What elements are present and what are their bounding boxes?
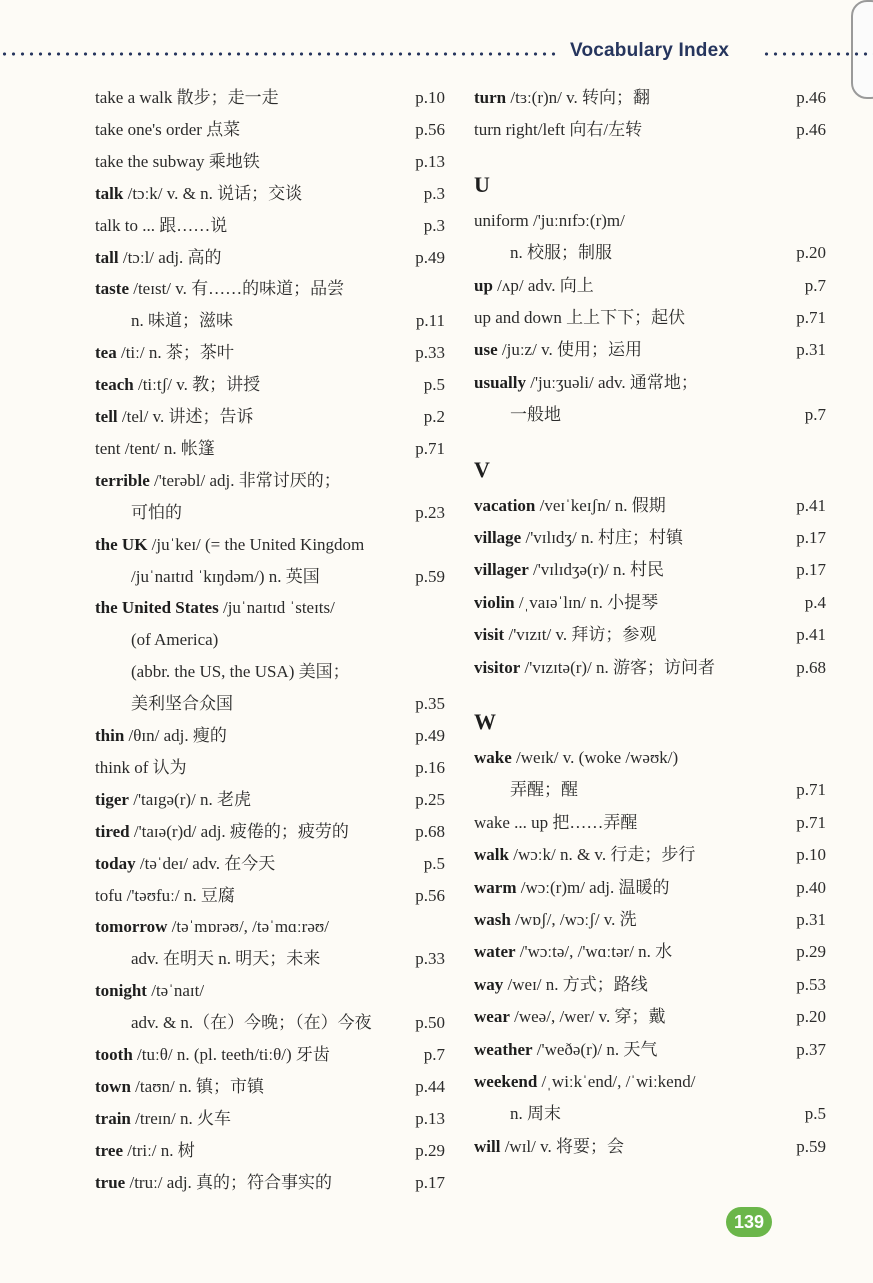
entry-text [95, 1109, 231, 1128]
entry-headword: tired [95, 821, 130, 841]
entry-text [95, 949, 320, 968]
entry-headword: the United States [95, 598, 219, 618]
entry-text [474, 88, 650, 107]
entry-page-ref: p.59 [415, 566, 445, 586]
entry-page-ref: p.5 [423, 375, 445, 395]
entry-text [95, 343, 234, 362]
entry-headword: visitor [474, 657, 521, 677]
entry-page-ref: p.29 [796, 942, 826, 962]
entry-definition: /weə/, /wer/ v. 穿；戴 [509, 1007, 666, 1027]
entry-page-ref: p.49 [415, 726, 445, 745]
entry-text [95, 152, 260, 171]
entry-text [95, 311, 233, 330]
entry-page-ref: p.40 [796, 877, 826, 897]
entry-page-ref: p.5 [804, 1104, 826, 1124]
header-title: Vocabulary Index [570, 40, 730, 61]
entry-definition: turn right/left 向右/左转 [474, 120, 643, 140]
entry-text [474, 1072, 695, 1091]
entry-page-ref: p.53 [796, 974, 826, 994]
index-entry [474, 238, 826, 268]
entry-definition: /tiː/ n. 茶；茶叶 [116, 343, 234, 363]
index-entry [474, 491, 826, 521]
entry-text [474, 1007, 666, 1026]
entry-page-ref: p.41 [796, 495, 826, 515]
entry-page-ref: p.29 [415, 1140, 445, 1160]
entry-text [95, 184, 302, 203]
entry-page-ref: p.11 [415, 311, 445, 331]
entry-headword: violin [474, 592, 515, 612]
entry-text [95, 1141, 195, 1160]
index-entry [95, 338, 445, 368]
index-entry [474, 555, 826, 585]
entry-definition: /ʌp/ adv. 向上 [492, 275, 594, 295]
entry-page-ref: p.44 [415, 1076, 445, 1096]
entry-page-ref: p.68 [415, 821, 445, 841]
entry-definition: 弄醒；醒 [510, 780, 578, 800]
entry-definition: 可怕的 [131, 502, 182, 522]
entry-page-ref: p.7 [423, 1045, 445, 1064]
entry-headword: warm [474, 877, 517, 897]
entry-page-ref: p.71 [796, 308, 826, 327]
entry-definition: take the subway 乘地铁 [95, 151, 260, 171]
entry-text [474, 975, 648, 994]
index-entry [474, 653, 826, 683]
index-entry [474, 1067, 826, 1097]
entry-page-ref: p.3 [423, 183, 445, 203]
header-dots-right [762, 52, 873, 56]
index-entry [95, 1168, 445, 1198]
entry-text [474, 560, 664, 579]
index-entry [95, 721, 445, 751]
index-entry [474, 905, 826, 935]
index-entry [95, 625, 445, 655]
entry-headword: tall [95, 247, 119, 267]
entry-page-ref: p.17 [796, 528, 826, 547]
entry-headword: thin [95, 726, 125, 745]
entry-page-ref: p.33 [415, 343, 445, 363]
entry-definition: 一般地 [510, 405, 561, 425]
entry-headword: way [474, 974, 504, 994]
entry-definition: /wɪl/ v. 将要；会 [500, 1136, 625, 1156]
entry-headword: talk [95, 183, 124, 203]
entry-page-ref: p.56 [415, 885, 445, 905]
index-entry [474, 1002, 826, 1032]
entry-headword: wake [474, 748, 512, 767]
page-header [0, 40, 873, 66]
entry-headword: tooth [95, 1045, 133, 1064]
entry-definition: /təˈmɒrəʊ/, /təˈmɑːrəʊ/ [167, 917, 329, 937]
entry-text [95, 694, 233, 713]
entry-page-ref: p.37 [796, 1039, 826, 1059]
entry-definition: wake ... up 把……弄醒 [474, 812, 638, 832]
index-entry [95, 785, 445, 815]
index-entry [95, 944, 445, 974]
index-entry [95, 976, 445, 1006]
entry-page-ref: p.20 [796, 1007, 826, 1027]
entry-headword: tiger [95, 789, 129, 809]
index-entry [474, 808, 826, 838]
entry-page-ref: p.71 [796, 812, 826, 832]
entry-text [474, 276, 594, 295]
entry-page-ref: p.7 [804, 405, 826, 425]
entry-text [474, 780, 578, 799]
entry-definition: /'juːʒuəli/ adv. 通常地； [525, 372, 698, 392]
index-entry [474, 588, 826, 618]
entry-text [95, 535, 364, 554]
entry-definition: /tɔːk/ v. & n. 说话；交谈 [123, 183, 303, 203]
entry-text [95, 248, 222, 267]
entry-headword: weekend [474, 1072, 538, 1091]
index-entry [474, 1132, 826, 1162]
entry-page-ref: p.7 [804, 275, 826, 295]
entry-definition: /θɪn/ adj. 瘦的 [124, 726, 227, 745]
entry-page-ref: p.20 [796, 243, 826, 263]
entry-definition: tent /tent/ n. 帐篷 [95, 438, 215, 458]
entry-page-ref: p.56 [415, 119, 445, 139]
index-entry [95, 83, 445, 113]
index-entry [95, 1040, 445, 1070]
entry-definition: /tuːθ/ n. (pl. teeth/tiːθ/) 牙齿 [132, 1045, 330, 1064]
entry-definition: take one's order 点菜 [95, 119, 241, 139]
index-entry [474, 271, 826, 301]
entry-headword: taste [95, 279, 129, 299]
entry-definition: tofu /'təʊfuː/ n. 豆腐 [95, 885, 235, 905]
entry-text [474, 211, 625, 230]
entry-definition: /tiːtʃ/ v. 教；讲授 [133, 375, 261, 395]
entry-definition: /taʊn/ n. 镇；市镇 [130, 1076, 264, 1096]
index-entry [95, 689, 445, 719]
entry-text [474, 878, 669, 897]
entry-page-ref: p.59 [796, 1136, 826, 1156]
entry-headword: use [474, 340, 498, 360]
entry-definition: /ˌwiːkˈend/, /ˈwiːkend/ [537, 1072, 696, 1091]
entry-text [95, 120, 240, 139]
index-entry [474, 335, 826, 365]
entry-headword: weather [474, 1039, 533, 1059]
entry-page-ref: p.17 [796, 560, 826, 580]
entry-text [474, 120, 642, 139]
index-entry [474, 937, 826, 967]
entry-text [95, 1045, 330, 1064]
index-entry [474, 400, 826, 430]
section-letter: W [474, 709, 496, 734]
index-entry [95, 274, 445, 304]
index-entry [474, 206, 826, 236]
entry-text [95, 439, 215, 458]
entry-definition: 美利坚合众国 [131, 694, 233, 714]
entry-definition: uniform /'juːnɪfɔː(r)m/ [474, 210, 625, 230]
entry-definition: /'vɪlɪdʒ/ n. 村庄；村镇 [521, 528, 683, 547]
entry-headword: villager [474, 560, 529, 580]
index-entry [95, 1008, 445, 1038]
entry-definition: n. 周末 [510, 1104, 561, 1124]
entry-page-ref: p.13 [415, 1108, 445, 1128]
entry-text [474, 813, 637, 832]
entry-page-ref: p.50 [415, 1013, 445, 1033]
index-entry [95, 370, 445, 400]
entry-definition: /tɔːl/ adj. 高的 [118, 247, 222, 267]
index-entry [95, 498, 445, 528]
entry-definition: adv. 在明天 n. 明天；未来 [131, 949, 321, 969]
index-entry [95, 881, 445, 911]
entry-headword: today [95, 853, 136, 873]
index-entry [95, 179, 445, 209]
entry-definition: up and down 上上下下；起伏 [474, 308, 686, 327]
entry-headword: vacation [474, 495, 536, 515]
entry-text [95, 886, 235, 905]
entry-definition: /juˈnaɪtɪd ˈkɪŋdəm/) n. 英国 [131, 566, 320, 586]
entry-definition: /treɪn/ n. 火车 [130, 1108, 231, 1128]
entry-page-ref: p.16 [415, 757, 445, 777]
entry-text [95, 1173, 332, 1192]
entry-headword: tomorrow [95, 917, 168, 937]
index-entry [95, 657, 445, 687]
index-entry [474, 523, 826, 553]
entry-page-ref: p.46 [796, 120, 826, 140]
entry-page-ref: p.71 [796, 780, 826, 800]
entry-text [95, 790, 251, 809]
index-entry [95, 402, 445, 432]
entry-text [474, 942, 672, 961]
entry-definition: /'taɪə(r)d/ adj. 疲倦的；疲劳的 [129, 821, 349, 841]
index-entry [95, 753, 445, 783]
entry-headword: town [95, 1076, 131, 1096]
entry-definition: (of America) [131, 630, 219, 650]
entry-definition: /'taɪgə(r)/ n. 老虎 [128, 789, 252, 809]
entry-headword: tree [95, 1140, 123, 1160]
entry-definition: /tɜː(r)n/ v. 转向；翻 [506, 88, 651, 107]
entry-text [95, 917, 329, 936]
entry-text [95, 630, 218, 649]
section-letter: V [474, 456, 490, 482]
entry-headword: wash [474, 910, 511, 929]
entry-text [95, 88, 279, 107]
entry-definition: /juːz/ v. 使用；运用 [497, 340, 642, 360]
entry-definition: /'vɪzɪtə(r)/ n. 游客；访问者 [520, 657, 716, 677]
index-entry [95, 306, 445, 336]
index-entry [474, 115, 826, 145]
entry-definition: /teɪst/ v. 有……的味道；品尝 [128, 279, 345, 299]
entry-definition: /'vɪlɪdʒə(r)/ n. 村民 [528, 560, 665, 580]
entry-text [474, 658, 715, 677]
entry-page-ref: p.46 [796, 88, 826, 107]
index-entry [95, 593, 445, 623]
index-entry [95, 147, 445, 177]
entry-definition: /ˌvaɪəˈlɪn/ n. 小提琴 [514, 592, 659, 612]
entry-definition: (abbr. the US, the USA) 美国； [131, 662, 350, 682]
entry-page-ref: p.3 [423, 215, 445, 235]
index-entry [95, 817, 445, 847]
entry-headword: will [474, 1136, 501, 1156]
entry-text [95, 598, 335, 617]
entry-text [95, 216, 227, 235]
entry-headword: terrible [95, 470, 150, 490]
entry-definition: /tel/ v. 讲述；告诉 [117, 407, 254, 426]
entry-text [474, 845, 695, 864]
index-entry [95, 1072, 445, 1102]
entry-definition: /triː/ n. 树 [123, 1140, 195, 1160]
index-entry [95, 1104, 445, 1134]
entry-headword: turn [474, 88, 507, 107]
index-entry [474, 970, 826, 1000]
index-entry [95, 115, 445, 145]
entry-page-ref: p.5 [423, 853, 445, 873]
entry-text [95, 726, 227, 745]
entry-definition: /'wɔːtə/, /'wɑːtər/ n. 水 [515, 942, 673, 962]
index-entry [95, 562, 445, 592]
entry-headword: village [474, 528, 522, 547]
index-entry [474, 743, 826, 773]
entry-text [95, 854, 275, 873]
entry-text [474, 1040, 657, 1059]
entry-text [95, 375, 260, 394]
header-dots-left [0, 52, 560, 56]
entry-definition: talk to ... 跟……说 [95, 215, 228, 235]
entry-text [474, 340, 642, 359]
index-entry [474, 1035, 826, 1065]
entry-text [95, 981, 204, 1000]
entry-page-ref: p.13 [415, 151, 445, 171]
entry-text [95, 279, 344, 298]
entry-text [474, 373, 698, 392]
entry-definition: /wɔː(r)m/ adj. 温暖的 [516, 877, 670, 897]
entry-page-ref: p.25 [415, 789, 445, 809]
entry-definition: /'terəbl/ adj. 非常讨厌的； [149, 470, 341, 490]
index-entry [474, 620, 826, 650]
entry-text [474, 748, 678, 767]
entry-definition: take a walk 散步；走一走 [95, 88, 279, 107]
entry-text [95, 1013, 372, 1032]
index-entry [95, 243, 445, 273]
entry-headword: teach [95, 375, 134, 395]
entry-text [474, 308, 685, 327]
entry-text [474, 496, 666, 515]
entry-definition: /'vɪzɪt/ v. 拜访；参观 [504, 625, 657, 645]
entry-definition: adv. & n.（在）今晚；（在）今夜 [131, 1013, 372, 1033]
index-entry [474, 873, 826, 903]
entry-text [95, 503, 182, 522]
index-entry [95, 849, 445, 879]
entry-definition: /təˈnaɪt/ [146, 981, 205, 1001]
index-entry [95, 530, 445, 560]
entry-page-ref: p.31 [796, 910, 826, 929]
entry-text [95, 758, 187, 777]
entry-definition: /veɪˈkeɪʃn/ n. 假期 [535, 495, 666, 515]
entry-headword: the UK [95, 534, 148, 554]
entry-definition: /juˈkeɪ/ (= the United Kingdom [147, 534, 365, 554]
index-entry [95, 1136, 445, 1166]
entry-page-ref: p.10 [796, 845, 826, 865]
entry-text [95, 822, 349, 841]
index-entry [95, 912, 445, 942]
entry-page-ref: p.41 [796, 625, 826, 645]
index-entry [95, 466, 445, 496]
entry-page-ref: p.4 [804, 592, 826, 612]
entry-text [474, 1137, 624, 1156]
index-entry [474, 303, 826, 333]
entry-text [95, 662, 350, 681]
entry-page-ref: p.2 [423, 407, 445, 426]
entry-definition: n. 味道；滋味 [131, 311, 233, 331]
entry-headword: water [474, 942, 516, 962]
section-letter: U [474, 171, 490, 197]
entry-definition: /truː/ adj. 真的；符合事实的 [125, 1172, 333, 1192]
entry-definition: /wɔːk/ n. & v. 行走；步行 [508, 845, 696, 865]
entry-definition: /weɪk/ v. (woke /wəʊk/) [511, 748, 679, 767]
entry-page-ref: p.17 [415, 1172, 445, 1192]
entry-text [95, 567, 320, 586]
entry-text [474, 243, 612, 262]
index-entry [474, 775, 826, 805]
entry-page-ref: p.49 [415, 247, 445, 267]
entry-headword: tell [95, 407, 118, 426]
entry-headword: usually [474, 372, 526, 392]
index-entry [474, 840, 826, 870]
entry-text [474, 1104, 561, 1123]
entry-headword: visit [474, 625, 505, 645]
entry-text [474, 593, 658, 612]
entry-headword: tea [95, 343, 117, 363]
entry-page-ref: p.35 [415, 694, 445, 714]
index-entry [474, 368, 826, 398]
entry-definition: /juˈnaɪtɪd ˈsteɪts/ [218, 598, 335, 618]
entry-headword: train [95, 1108, 131, 1128]
entry-definition: /təˈdeɪ/ adv. 在今天 [135, 853, 276, 873]
index-entry [474, 83, 826, 113]
index-entry [95, 211, 445, 241]
entry-definition: /'weðə(r)/ n. 天气 [532, 1039, 658, 1059]
entry-definition: /weɪ/ n. 方式；路线 [503, 974, 648, 994]
entry-definition: think of 认为 [95, 757, 187, 777]
entry-definition: n. 校服；制服 [510, 243, 612, 263]
entry-page-ref: p.33 [415, 949, 445, 969]
index-entry [474, 1099, 826, 1129]
entry-headword: walk [474, 845, 509, 865]
entry-text [474, 528, 683, 547]
entry-headword: tonight [95, 981, 147, 1001]
entry-page-ref: p.71 [415, 438, 445, 458]
entry-text [95, 471, 341, 490]
index-entry [95, 434, 445, 464]
entry-headword: true [95, 1172, 126, 1192]
entry-page-ref: p.31 [796, 340, 826, 360]
entry-headword: up [474, 275, 493, 295]
entry-text [474, 910, 637, 929]
entry-text [95, 407, 254, 426]
entry-text [474, 625, 656, 644]
entry-definition: /wɒʃ/, /wɔːʃ/ v. 洗 [510, 910, 637, 929]
entry-page-ref: p.10 [415, 88, 445, 107]
entry-text [95, 1077, 264, 1096]
entry-page-ref: p.23 [415, 502, 445, 522]
entry-page-ref: p.68 [796, 657, 826, 677]
page-number-badge: 139 [726, 1207, 772, 1237]
entry-headword: wear [474, 1007, 510, 1027]
entry-text [474, 405, 561, 424]
